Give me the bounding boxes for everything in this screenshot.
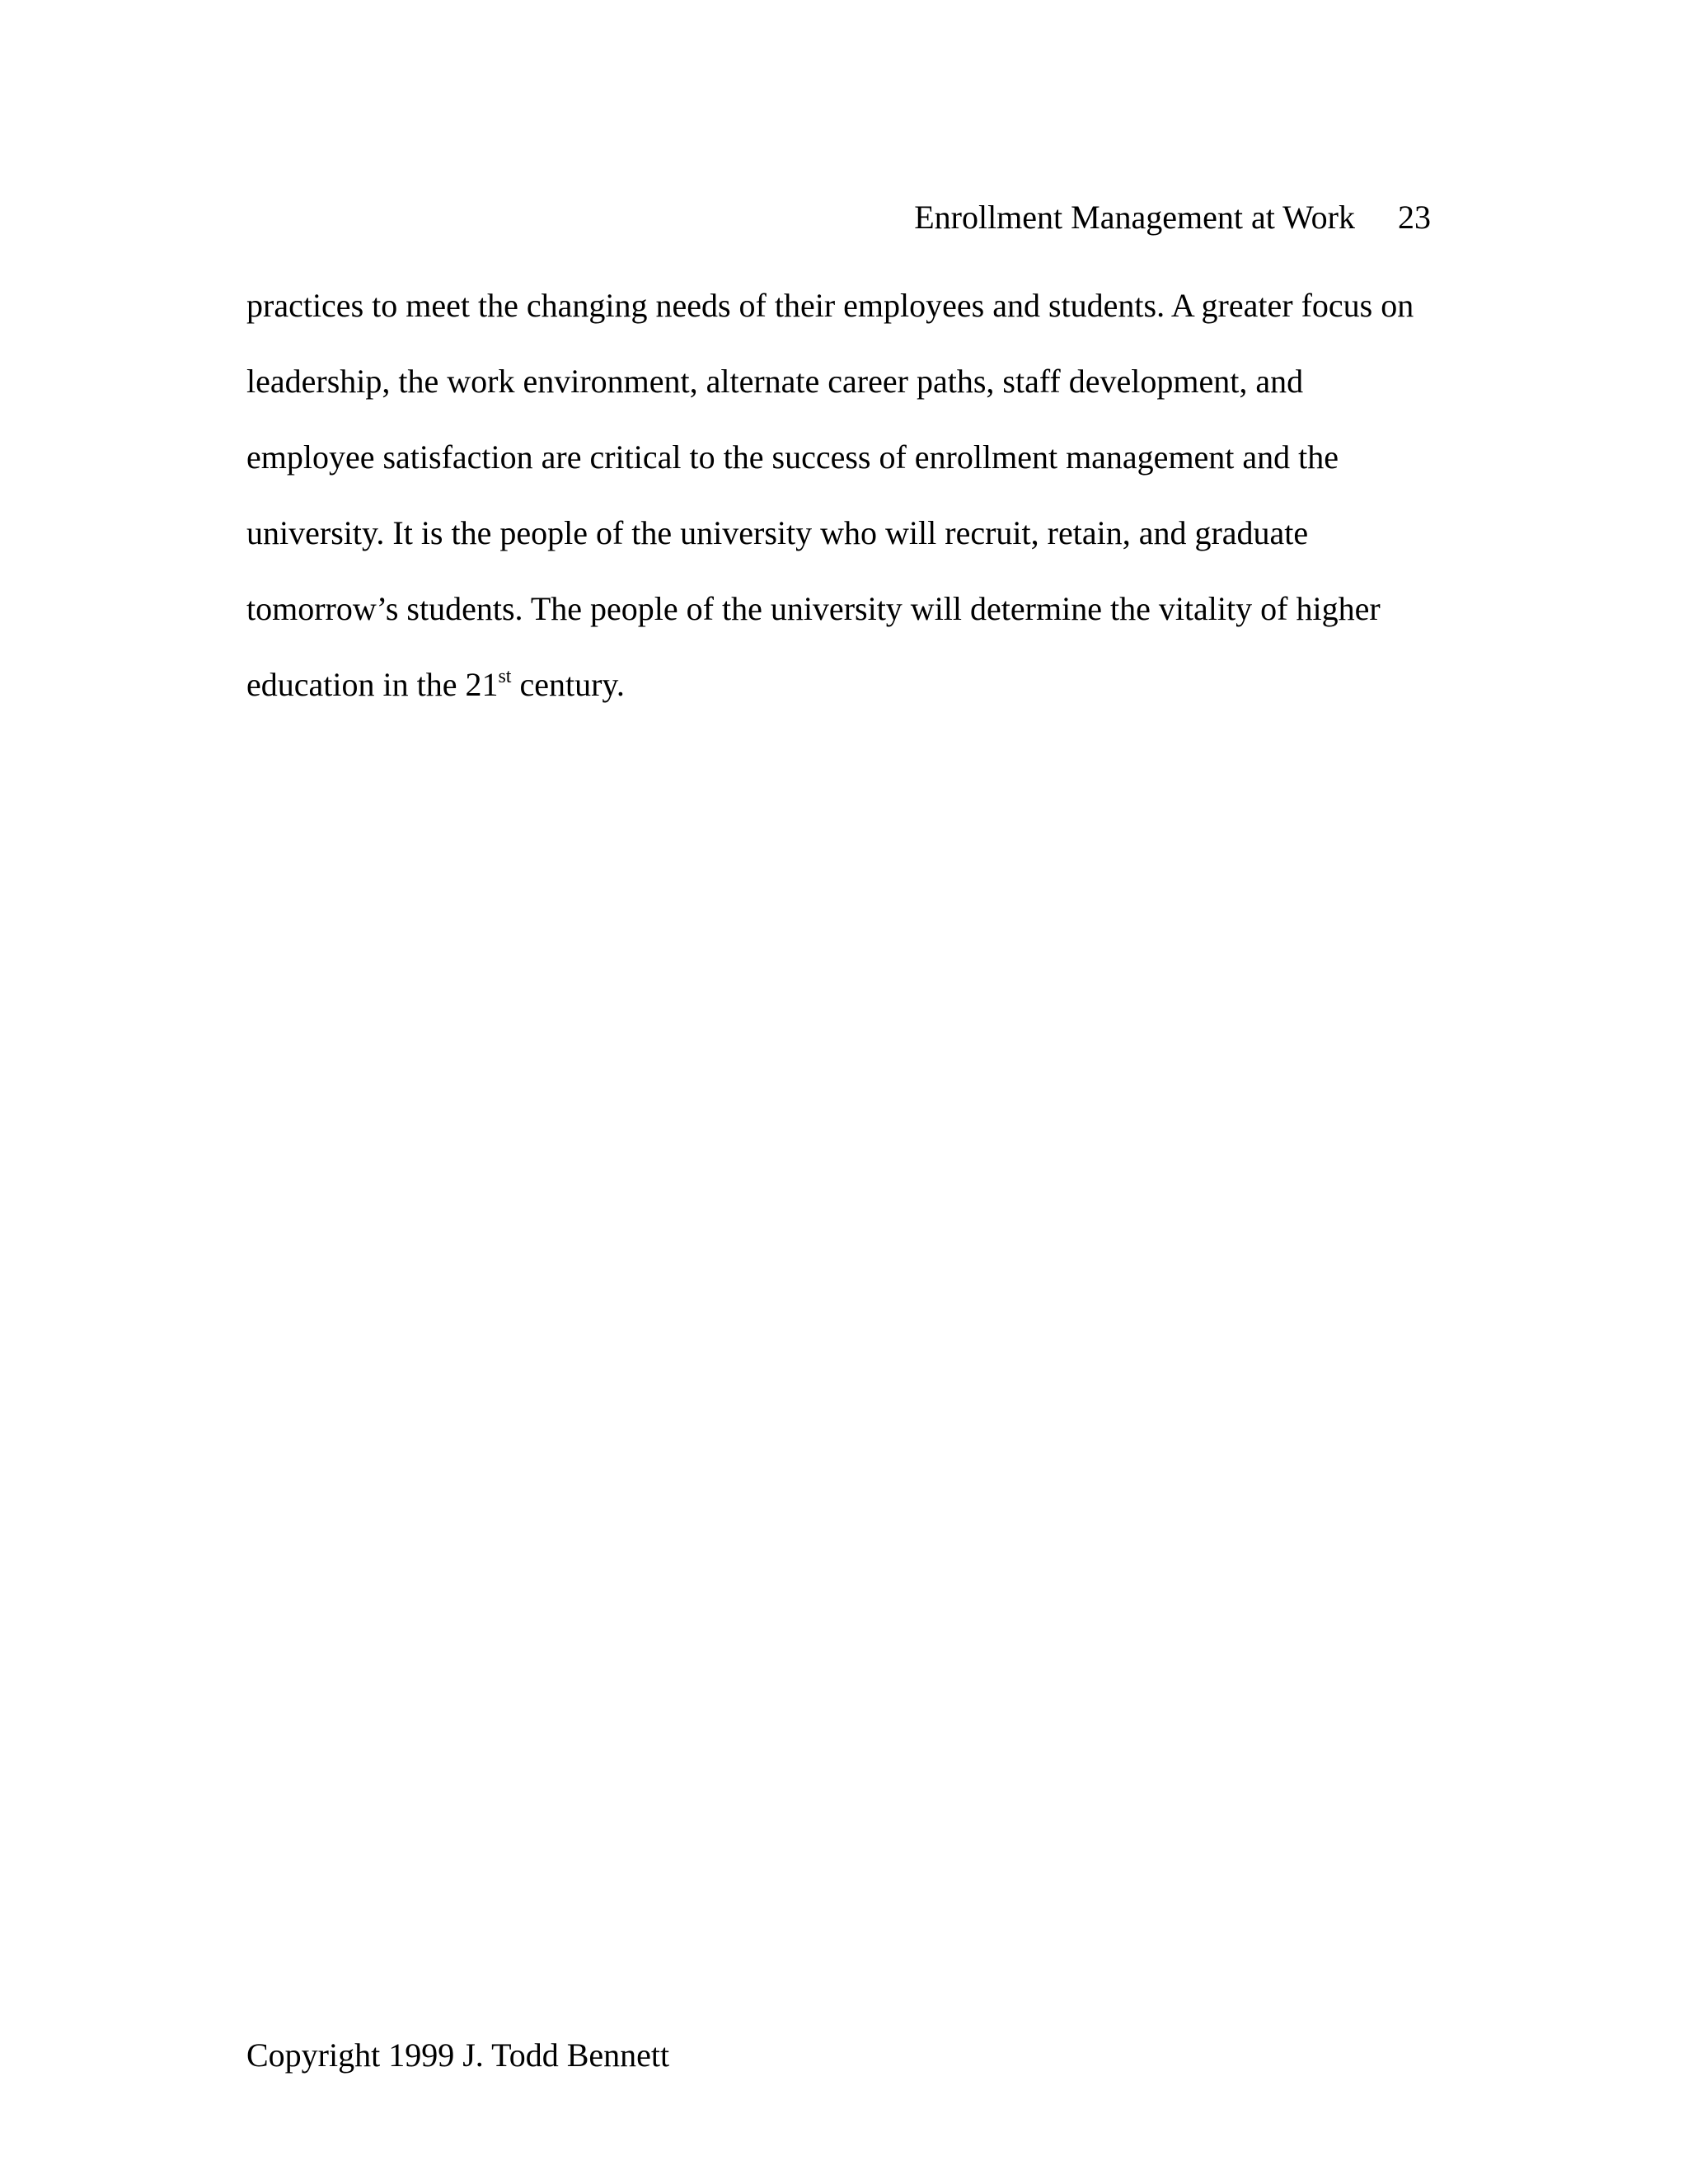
body-line: leadership, the work environment, alternate career paths, staff development, and bbox=[246, 363, 1304, 400]
page-number: 23 bbox=[1398, 199, 1431, 236]
ordinal-superscript: st bbox=[498, 666, 512, 687]
body-line: practices to meet the changing needs of their employees and students. A greater focus on bbox=[246, 287, 1414, 324]
running-head-title: Enrollment Management at Work bbox=[914, 199, 1355, 236]
copyright-footer: Copyright 1999 J. Todd Bennett bbox=[246, 2036, 670, 2074]
last-line-tail: century. bbox=[511, 666, 625, 703]
body-paragraph bbox=[246, 268, 1450, 723]
body-line: university. It is the people of the university who will recruit, retain, and graduate bbox=[246, 514, 1309, 551]
body-line-last bbox=[246, 647, 1450, 723]
last-line-text: education in the 21 bbox=[246, 666, 499, 703]
body-line: employee satisfaction are critical to the success of enrollment management and the bbox=[246, 438, 1339, 476]
body-line: tomorrow’s students. The people of the university will determine the vitality of higher bbox=[246, 590, 1381, 627]
running-head bbox=[914, 193, 1431, 242]
